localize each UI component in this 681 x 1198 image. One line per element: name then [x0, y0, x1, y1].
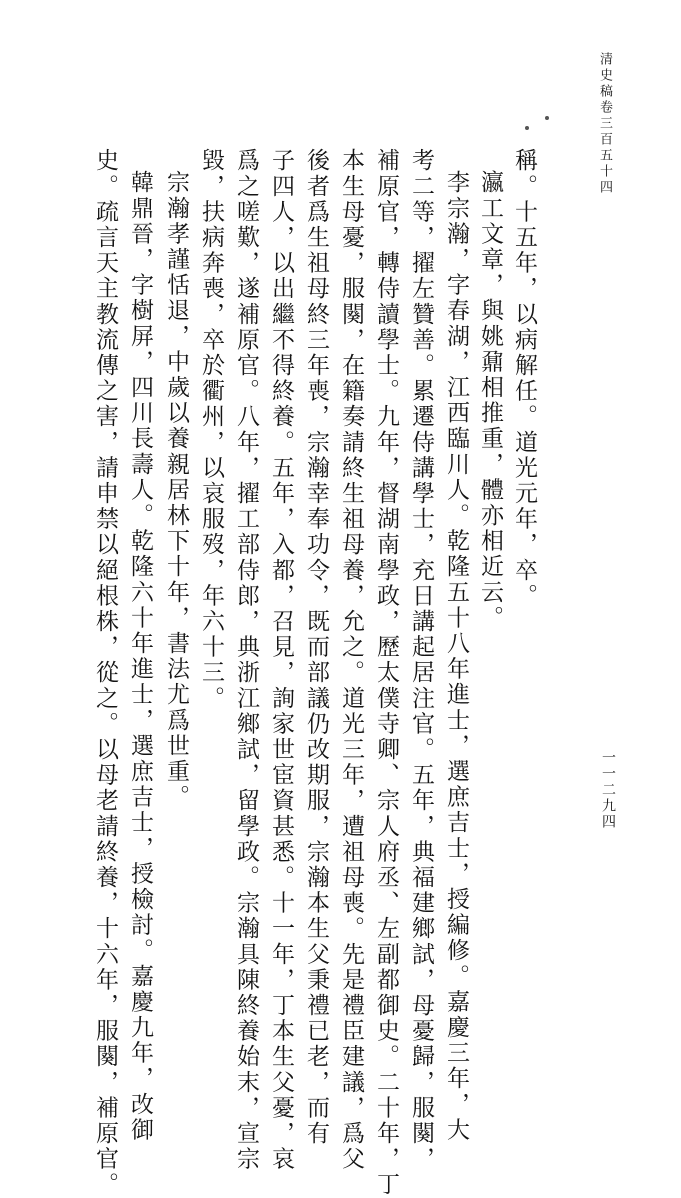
text-column: 宗瀚孝謹恬退，中歲以養親居林下十年，書法尤爲世重。 [163, 170, 189, 810]
page-number: 一一二九四 [600, 750, 616, 830]
text-column: 補原官，轉侍讀學士。九年，督湖南學政，歷太僕寺卿、宗人府丞、左副都御史。二十年，丁 [373, 148, 399, 1198]
text-column: 稱。十五年，以病解任。道光元年，卒。 [511, 148, 537, 609]
text-column: 後者爲生祖母終三年喪，宗瀚幸奉功令，既而部議仍改期服，宗瀚本生父秉禮已老，而有 [303, 148, 329, 1147]
text-column: 李宗瀚，字春湖，江西臨川人。乾隆五十八年進士，選庶吉士，授編修。嘉慶三年，大 [443, 170, 469, 1143]
margin-mark [545, 116, 549, 120]
text-column: 毀，扶病奔喪，卒於衢州，以哀服歿，年六十三。 [198, 148, 224, 712]
margin-mark [525, 126, 529, 130]
text-column: 考二等，擢左贊善。累遷侍講學士，充日講起居注官。五年，典福建鄉試，母憂歸，服闋， [408, 148, 434, 1172]
text-column: 本生母憂，服闋，在籍奏請終生祖母養，允之。道光三年，遭祖母喪。先是禮臣建議，爲父 [338, 148, 364, 1172]
running-title: 清史稿卷三百五十四 [597, 52, 612, 196]
text-column: 爲之嗟歎，遂補原官。八年，擢工部侍郎，典浙江鄉試，留學政。宗瀚具陳終養始末，宣宗 [233, 148, 259, 1172]
text-column: 瀛工文章，與姚鼐相推重，體亦相近云。 [477, 170, 503, 631]
text-column: 韓鼎晉，字樹屏，四川長壽人。乾隆六十年進士，選庶吉士，授檢討。嘉慶九年，改御 [127, 170, 153, 1143]
text-column: 史。疏言天主教流傳之害，請申禁以絕根株，從之。以母老請終養，十六年，服闋，補原官。 [92, 148, 118, 1198]
text-column: 子四人，以出繼不得終養。五年，入都，召見，詢家世宦資甚悉。十一年，丁本生父憂，哀 [268, 148, 294, 1172]
